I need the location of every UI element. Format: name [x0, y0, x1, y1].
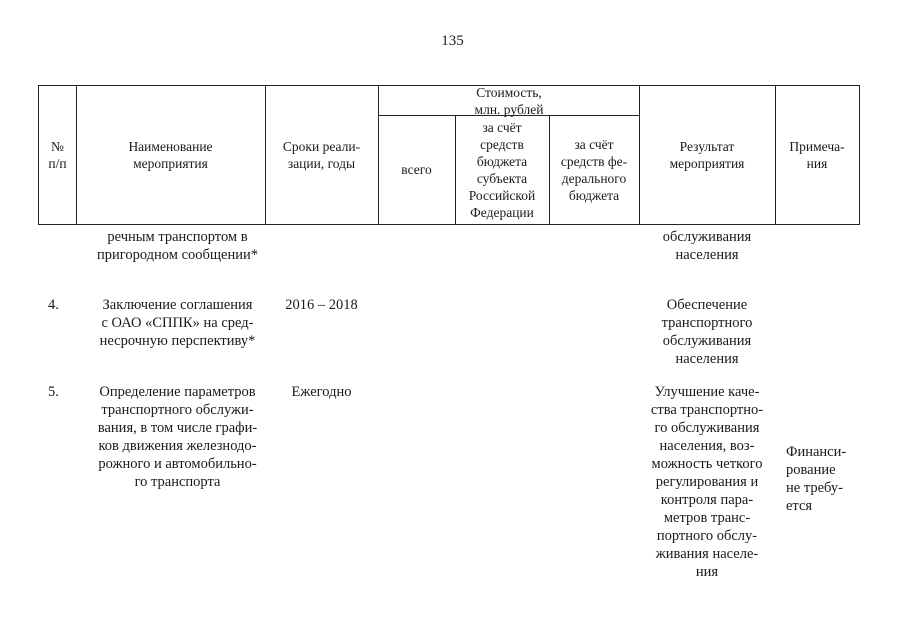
- header-total: всего: [401, 162, 432, 177]
- row-name: речным транспортом в пригородном сообщении*: [96, 229, 259, 263]
- row-result: Обеспечение транспортного обслуживания населения: [661, 297, 753, 367]
- row-num: 5.: [48, 384, 59, 400]
- page-number: 135: [441, 33, 464, 49]
- row-num: 4.: [48, 297, 59, 313]
- row-terms: Ежегодно: [291, 384, 352, 400]
- row-name: Заключение соглашения с ОАО «СППК» на сред- несрочную перспективу*: [99, 297, 256, 349]
- row-result: Улучшение каче- ства транспортно- го обслуживания населения, воз- можность четкого регулирования и контроля пара- метров транс- портного обслу- живания населе- ния: [650, 384, 764, 580]
- header-terms: Сроки реали- зации, годы: [282, 139, 361, 171]
- row-terms: 2016 – 2018: [285, 297, 358, 313]
- header-result: Результат мероприятия: [669, 139, 745, 171]
- header-federal: за счёт средств фе- дерального бюджета: [560, 136, 628, 203]
- header-note: Примеча- ния: [789, 139, 845, 171]
- row-result: обслуживания населения: [662, 229, 752, 263]
- header-cost: Стоимость, млн. рублей: [474, 84, 544, 117]
- header-name: Наименование мероприятия: [128, 139, 213, 171]
- header-num: № п/п: [48, 139, 67, 171]
- row-note: Финанси- рование не требу- ется: [786, 444, 847, 514]
- row-name: Определение параметров транспортного обслужи- вания, в том числе графи- ков движения железнодо- рожного и автомобильно- го транспорта: [97, 384, 258, 490]
- table-header: [38, 85, 860, 225]
- header-regional: за счёт средств бюджета субъекта Российской Федерации: [468, 119, 536, 220]
